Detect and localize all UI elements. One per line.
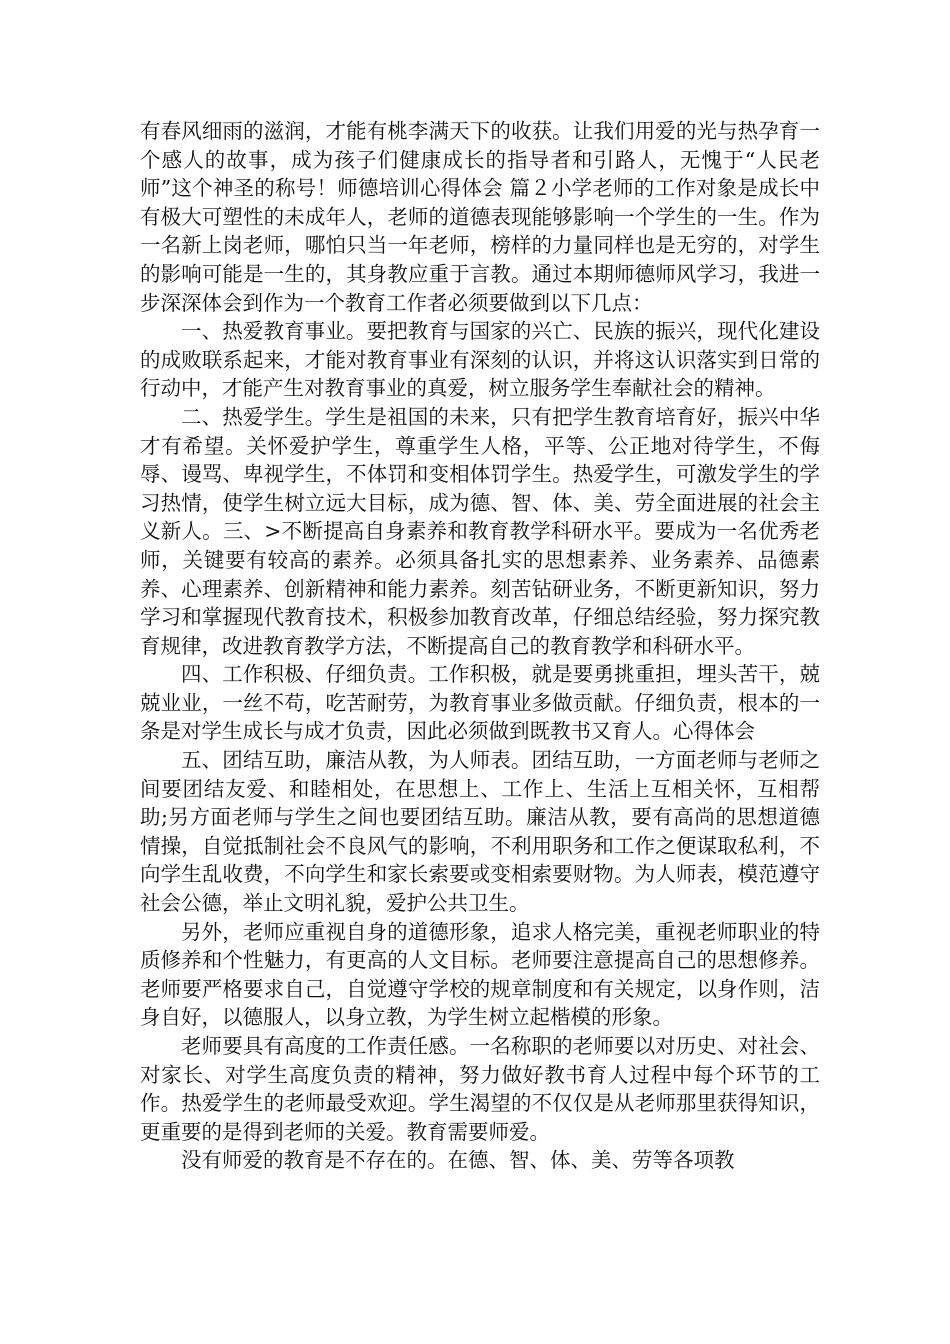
paragraph-point-2-3: 二、热爱学生。学生是祖国的未来，只有把学生教育培育好，振兴中华才有希望。关怀爱护学生，尊重学生人格，平等、公正地对待学生，不侮辱、谩骂、卑视学生，不体罚和变相体罚学生。热爱学生，可激发学生的学习热情，使学生树立远大目标，成为德、智、体、美、劳全面进展的社会主义新人。三、>不断提高自身素养和教育教学科研水平。要成为一名优秀老师，关键要有较高的素养。必须具备扎实的思想素养、业务素养、品德素养、心理素养、创新精神和能力素养。刻苦钻研业务，不断更新知识，努力学习和掌握现代教育技术，积极参加教育改革，仔细总结经验，努力探究教育规律，改进教育教学方法，不断提高自己的教育教学和科研水平。 bbox=[140, 404, 820, 658]
paragraph-teacher-love: 没有师爱的教育是不存在的。在德、智、体、美、劳等各项教 bbox=[181, 1148, 735, 1173]
paragraph-point-1: 一、热爱教育事业。要把教育与国家的兴亡、民族的振兴，现代化建设的成败联系起来，才能对教育事业有深刻的认识，并将这认识落实到日常的行动中，才能产生对教育事业的真爱，树立服务学生奉献社会的精神。 bbox=[140, 319, 820, 401]
paragraph-point-4: 四、工作积极、仔细负责。工作积极，就是要勇挑重担，埋头苦干，兢兢业业，一丝不苟，吃苦耐劳，为教育事业多做贡献。仔细负责，根本的一条是对学生成长与成才负责，因此必须做到既教书又育人。心得体会 bbox=[140, 662, 820, 744]
document-body bbox=[140, 117, 820, 1175]
paragraph-responsibility: 老师要具有高度的工作责任感。一名称职的老师要以对历史、对社会、对家长、对学生高度负责的精神，努力做好教书育人过程中每个环节的工作。热爱学生的老师最受欢迎。学生渴望的不仅仅是从老师那里获得知识，更重要的是得到老师的关爱。教育需要师爱。 bbox=[140, 1034, 820, 1144]
paragraph-moral-image: 另外，老师应重视自身的道德形象，追求人格完美，重视老师职业的特质修养和个性魅力，有更高的人文目标。老师要注意提高自己的思想修养。老师要严格要求自己，自觉遵守学校的规章制度和有关规定，以身作则，洁身自好，以德服人，以身立教，为学生树立起楷模的形象。 bbox=[140, 919, 820, 1030]
paragraph-intro: 有春风细雨的滋润，才能有桃李满天下的收获。让我们用爱的光与热孕育一个感人的故事，成为孩子们健康成长的指导者和引路人，无愧于“人民老师”这个神圣的称号！师德培训心得体会 篇２小学老师的工作对象是成长中有极大可塑性的未成年人，老师的道德表现能够影响一个学生的一生。作为一名新上岗老师，哪怕只当一年老师，榜样的力量同样也是无穷的，对学生的影响可能是一生的，其身教应重于言教。通过本期师德师风学习，我进一步深深体会到作为一个教育工作者必须要做到以下几点： bbox=[140, 119, 820, 315]
paragraph-point-5: 五、团结互助，廉洁从教，为人师表。团结互助，一方面老师与老师之间要团结友爱、和睦相处，在思想上、工作上、生活上互相关怀，互相帮助;另方面老师与学生之间也要团结互助。廉洁从教，要有高尚的思想道德情操，自觉抵制社会不良风气的影响，不利用职务和工作之便谋取私利，不向学生乱收费，不向学生和家长索要或变相索要财物。为人师表，模范遵守社会公德，举止文明礼貌，爱护公共卫生。 bbox=[140, 748, 820, 916]
